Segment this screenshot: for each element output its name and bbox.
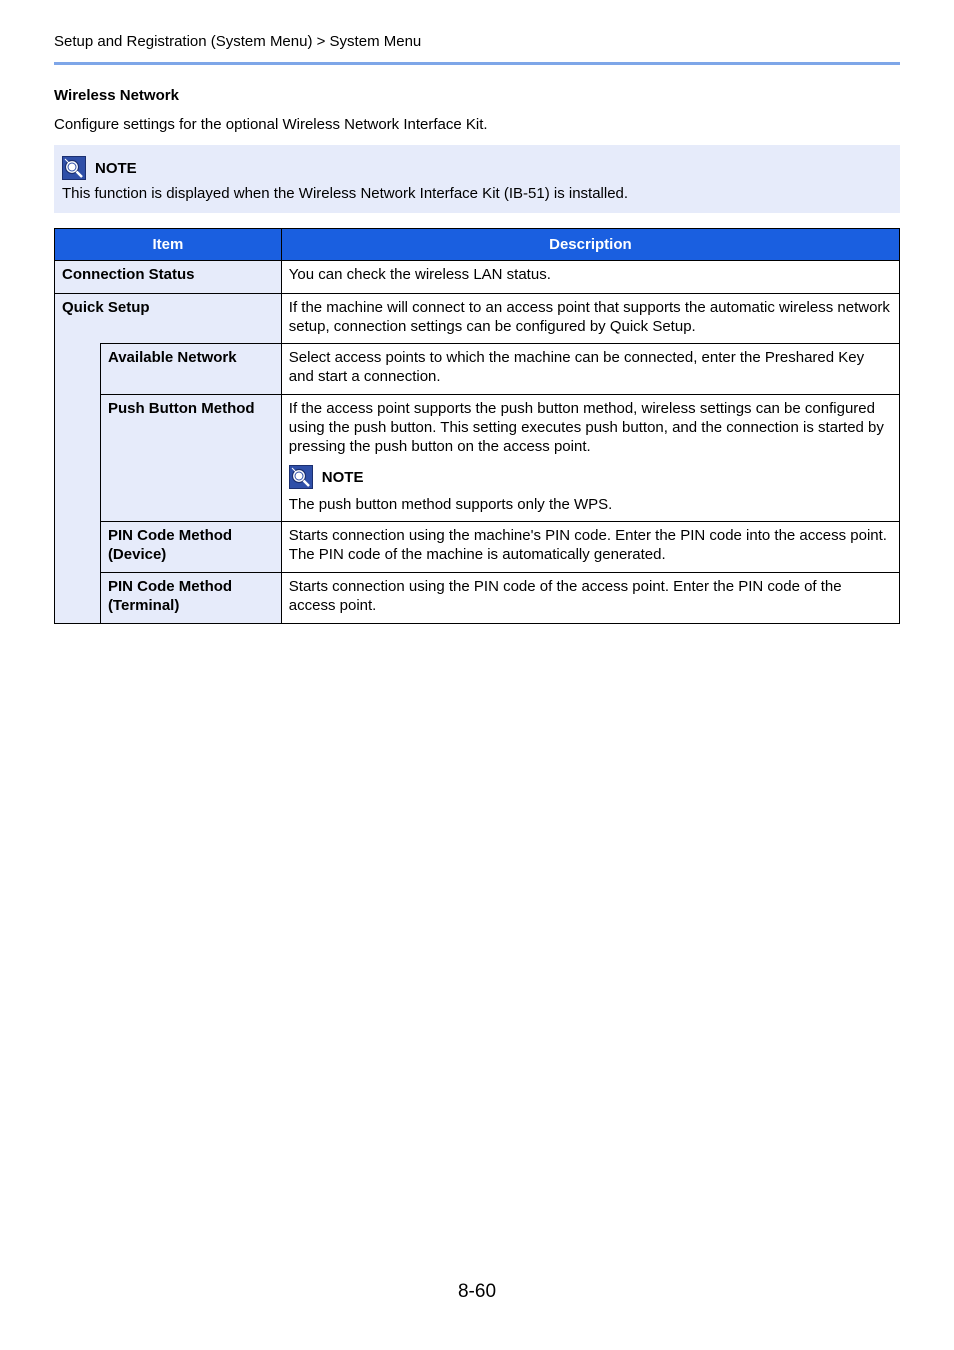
item-available-network: Available Network [100,344,281,395]
table-row [55,261,900,294]
table-row [55,395,900,522]
push-button-description: If the access point supports the push button method, wireless settings can be configured using the push button. This setting executes push button, and the connection is started by pressing the push button on the access point. [288,400,884,455]
page-number: 8-60 [457,1281,497,1302]
inner-note-label: NOTE [321,468,364,486]
inner-note-header [289,465,892,489]
section-title: Wireless Network [54,87,179,104]
breadcrumb: Setup and Registration (System Menu) > System Menu [54,33,422,50]
desc-connection-status: You can check the wireless LAN status. [281,261,899,294]
table-row [55,294,900,344]
header-rule [54,62,900,65]
desc-pin-code-device: Starts connection using the machine's PIN code. Enter the PIN code into the access point. The PIN code of the machine is automatically generated. [281,522,899,573]
table-row [55,344,900,395]
item-pin-code-terminal: PIN Code Method (Terminal) [100,573,281,624]
note-icon [289,465,313,489]
item-pin-code-device: PIN Code Method (Device) [100,522,281,573]
header-item: Item [55,229,282,261]
desc-quick-setup: If the machine will connect to an access point that supports the automatic wireless network setup, connection settings can be configured by Quick Setup. [281,294,899,344]
quick-setup-indent [55,344,101,624]
note-header [62,156,137,180]
settings-table [54,228,900,624]
desc-available-network: Select access points to which the machine can be connected, enter the Preshared Key and start a connection. [281,344,899,395]
header-description: Description [281,229,899,261]
table-row [55,522,900,573]
table-row [55,573,900,624]
desc-push-button-method [281,395,899,522]
item-connection-status: Connection Status [55,261,282,294]
desc-pin-code-terminal: Starts connection using the PIN code of the access point. Enter the PIN code of the access point. [281,573,899,624]
inner-note-text: The push button method supports only the WPS. [288,496,613,513]
note-icon [62,156,86,180]
note-text: This function is displayed when the Wireless Network Interface Kit (IB-51) is installed. [62,185,629,202]
table-header-row [55,229,900,261]
note-box [54,145,900,213]
item-push-button-method: Push Button Method [100,395,281,522]
section-intro: Configure settings for the optional Wireless Network Interface Kit. [54,116,488,133]
item-quick-setup: Quick Setup [55,294,282,344]
note-label: NOTE [95,159,137,177]
